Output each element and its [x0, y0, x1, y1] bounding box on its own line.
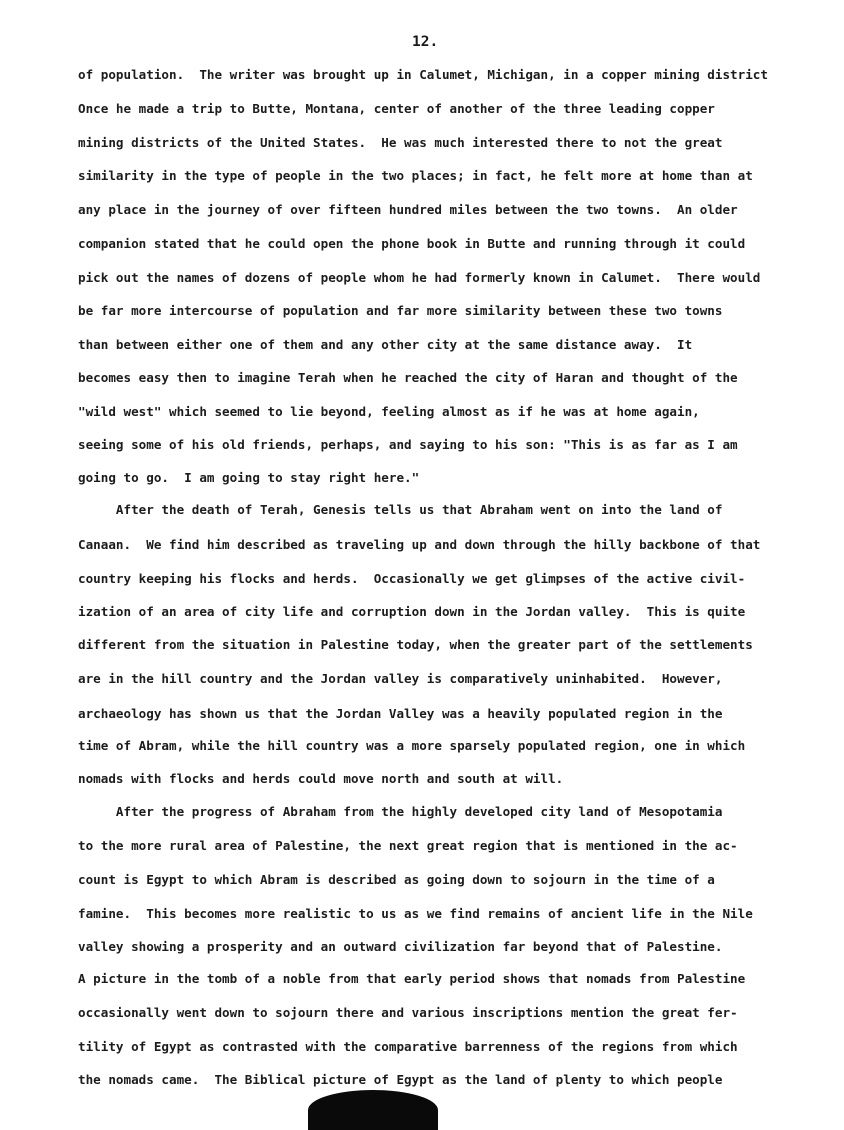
text-line: ization of an area of city life and corruption down in the Jordan valley. This is quite — [78, 604, 746, 619]
text-line: becomes easy then to imagine Terah when he reached the city of Haran and thought of the — [78, 370, 738, 385]
text-line: be far more intercourse of population and far more similarity between these two towns — [78, 303, 723, 318]
text-line: companion stated that he could open the phone book in Butte and running through it could — [78, 236, 746, 251]
text-line: After the death of Terah, Genesis tells us that Abraham went on into the land of — [78, 502, 723, 517]
text-line: than between either one of them and any other city at the same distance away. It — [78, 337, 693, 352]
text-line: time of Abram, while the hill country was a more sparsely populated region, one in which — [78, 738, 746, 753]
text-line: the nomads came. The Biblical picture of Egypt as the land of plenty to which people — [78, 1072, 723, 1087]
text-line: Canaan. We find him described as traveling up and down through the hilly backbone of that — [78, 537, 761, 552]
text-line: of population. The writer was brought up in Calumet, Michigan, in a copper mining district — [78, 67, 768, 82]
text-line: seeing some of his old friends, perhaps, and saying to his son: "This is as far as I am — [78, 437, 738, 452]
text-line: are in the hill country and the Jordan valley is comparatively uninhabited. However, — [78, 671, 723, 686]
text-line: going to go. I am going to stay right here." — [78, 470, 420, 485]
text-line: After the progress of Abraham from the highly developed city land of Mesopotamia — [78, 804, 723, 819]
text-line: famine. This becomes more realistic to us as we find remains of ancient life in the Nile — [78, 906, 753, 921]
text-line: similarity in the type of people in the two places; in fact, he felt more at home than at — [78, 168, 753, 183]
text-line: occasionally went down to sojourn there and various inscriptions mention the great fer- — [78, 1005, 738, 1020]
text-line: nomads with flocks and herds could move north and south at will. — [78, 771, 564, 786]
text-line: country keeping his flocks and herds. Occasionally we get glimpses of the active civil- — [78, 571, 746, 586]
scan-edge-shadow — [308, 1090, 438, 1130]
text-line: different from the situation in Palestine today, when the greater part of the settlements — [78, 637, 753, 652]
text-line: mining districts of the United States. He was much interested there to not the great — [78, 135, 723, 150]
text-line: valley showing a prosperity and an outward civilization far beyond that of Palestine. — [78, 939, 723, 954]
page-number: 12. — [412, 34, 439, 50]
text-line: any place in the journey of over fifteen hundred miles between the two towns. An older — [78, 202, 738, 217]
text-line: archaeology has shown us that the Jordan Valley was a heavily populated region in the — [78, 706, 723, 721]
text-line: pick out the names of dozens of people whom he had formerly known in Calumet. There would — [78, 270, 761, 285]
text-line: A picture in the tomb of a noble from that early period shows that nomads from Palestine — [78, 971, 746, 986]
text-line: "wild west" which seemed to lie beyond, feeling almost as if he was at home again, — [78, 404, 700, 419]
text-line: to the more rural area of Palestine, the next great region that is mentioned in the ac- — [78, 838, 738, 853]
text-line: count is Egypt to which Abram is described as going down to sojourn in the time of a — [78, 872, 715, 887]
text-line: tility of Egypt as contrasted with the comparative barrenness of the regions from which — [78, 1039, 738, 1054]
text-line: Once he made a trip to Butte, Montana, center of another of the three leading copper — [78, 101, 715, 116]
